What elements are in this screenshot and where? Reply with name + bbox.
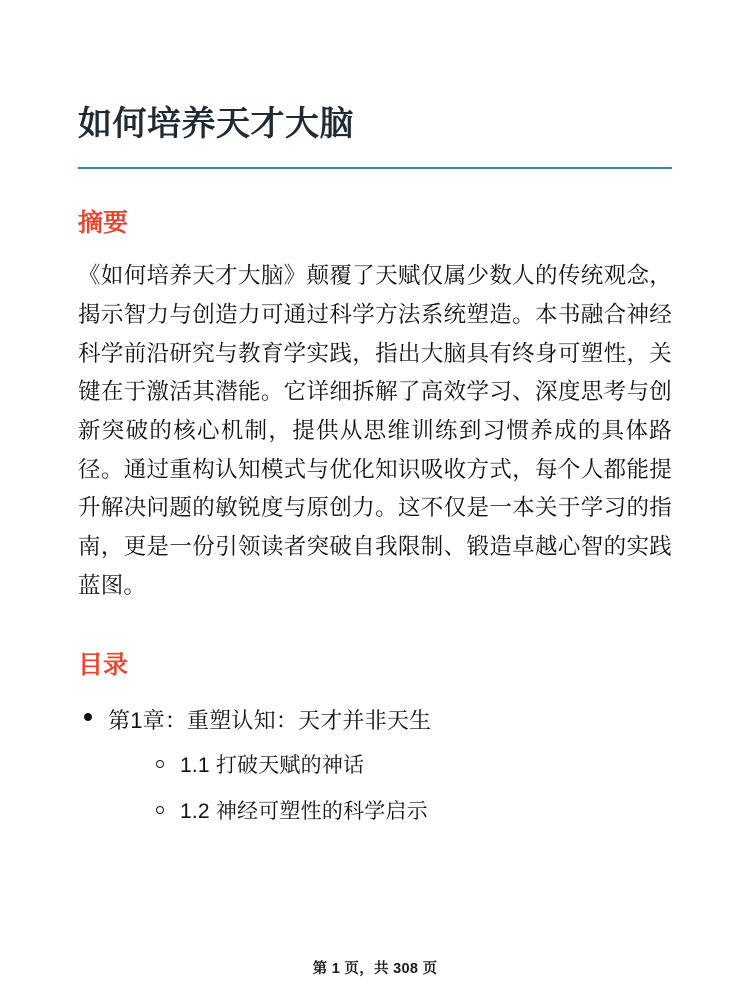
- abstract-body: 《如何培养天才大脑》颠覆了天赋仅属少数人的传统观念，揭示智力与创造力可通过科学方法系统塑造。本书融合神经科学前沿研究与教育学实践，指出大脑具有终身可塑性，关键在于激活其潜能。它详细拆解了高效学习、深度思考与创新突破的核心机制，提供从思维训练到习惯养成的具体路径。通过重构认知模式与优化知识吸收方式，每个人都能提升解决问题的敏锐度与原创力。这不仅是一本关于学习的指南，更是一份引领读者突破自我限制、锻造卓越心智的实践蓝图。: [78, 263, 672, 598]
- toc-sublist: [108, 751, 672, 828]
- toc-list: [78, 704, 672, 828]
- toc-section-label: 1.1 打破天赋的神话: [180, 753, 365, 777]
- toc-section-item[interactable]: [152, 751, 672, 781]
- toc-section-label: 1.2 神经可塑性的科学启示: [180, 800, 428, 824]
- page-footer: 第 1 页，共 308 页: [312, 961, 438, 977]
- page-title: 如何培养天才大脑: [78, 105, 354, 143]
- toc-heading: 目录: [78, 651, 129, 680]
- title-divider: [78, 167, 672, 169]
- toc-chapter-label: 第1章：重塑认知：天才并非天生: [108, 707, 432, 733]
- abstract-heading: 摘要: [78, 208, 129, 237]
- toc-chapter-item[interactable]: [78, 704, 672, 828]
- toc-section-item[interactable]: [152, 797, 672, 827]
- circle-outline-icon: [156, 806, 164, 814]
- circle-outline-icon: [156, 760, 164, 768]
- bullet-icon: [84, 713, 92, 721]
